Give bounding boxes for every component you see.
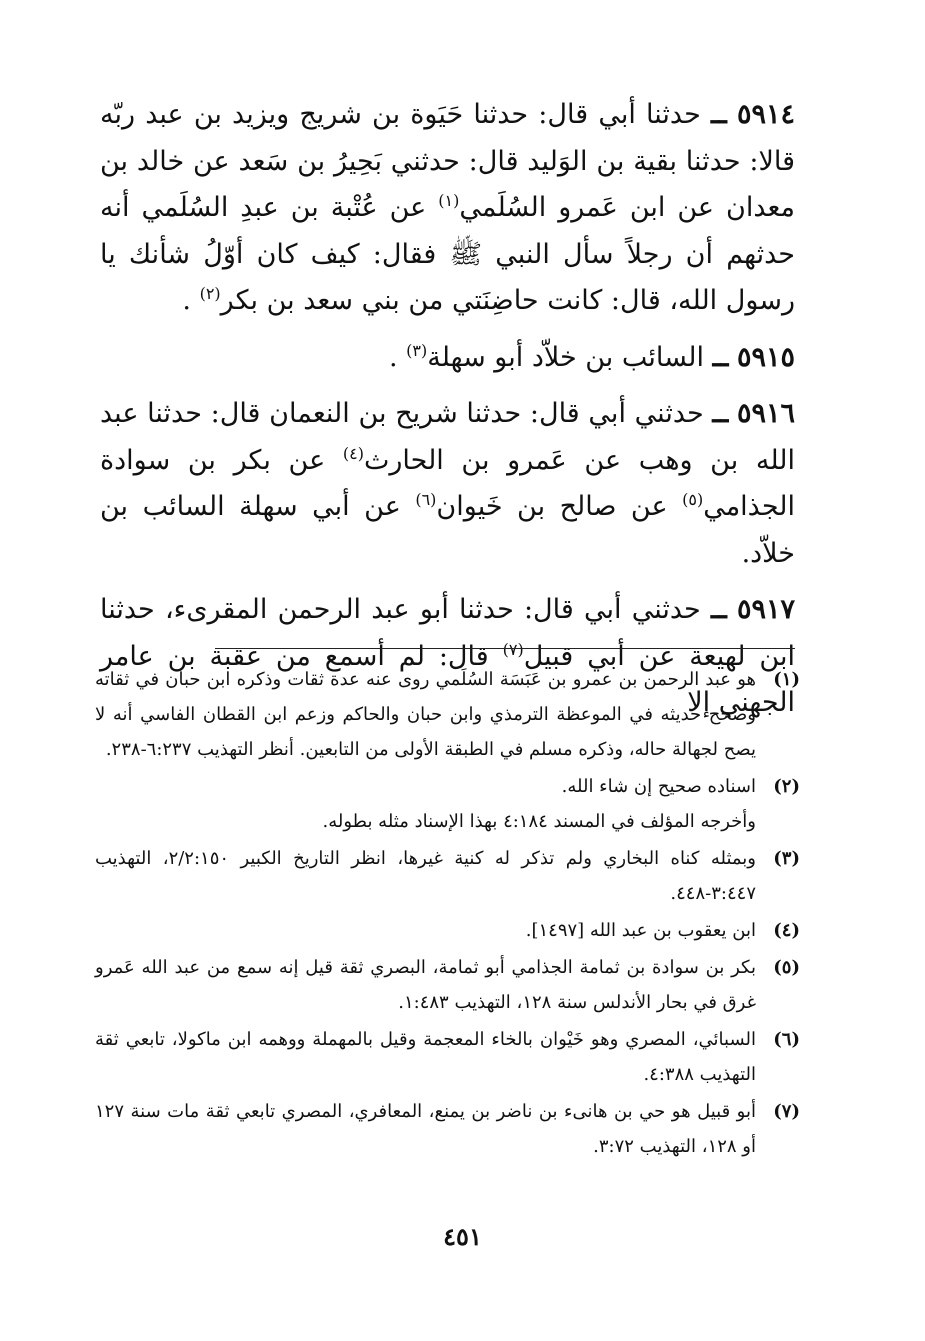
hadith-text: قال: لم أسمع من عقبة بن عامر الجهني إلا — [100, 640, 795, 718]
main-text — [100, 92, 795, 737]
hadith-text: عن أبي سهلة السائب بن خلاّد. — [100, 491, 795, 569]
page-number: ٤٥١ — [443, 1222, 482, 1251]
footnote-2 — [95, 769, 800, 839]
footnote-label: (٤) — [773, 920, 800, 941]
footnote-text: بكر بن سوادة بن ثمامة الجذامي أبو ثمامة، البصري ثقة قيل إنه سمع من عبد الله عَمرو غرق في بحار الأندلس سنة ١٢٨، التهذيب ١:٤٨٣. — [95, 957, 756, 1013]
footnote-label: (٢) — [773, 776, 800, 797]
hadith-text: السائب بن خلاّد أبو سهلة — [427, 341, 704, 373]
footnote-1 — [95, 662, 800, 767]
footnote-6 — [95, 1022, 800, 1092]
footnote-text: أبو قبيل هو حي بن هانىء بن ناضر بن يمنع، المعافري، المصري تابعي ثقة مات سنة ١٢٧ أو ١٢٨، التهذيب ٣:٧٢. — [95, 1101, 756, 1157]
hadith-number: ٥٩١٦ — [736, 398, 795, 429]
footnote-ref[interactable]: (٣) — [406, 340, 428, 360]
hadith-text: حدثني أبي قال: حدثنا أبو عبد الرحمن المقرىء، حدثنا ابن لهيعة عن أبي قبيل — [100, 594, 795, 672]
hadith-text: عن صالح بن خَيوان — [436, 491, 668, 522]
footnote-5 — [95, 950, 800, 1020]
hadith-text: حدثنا أبي قال: حدثنا حَيَوة بن شريج ويزيد بن عبد ربّه قالا: حدثنا بقية بن الوَليد قال: حدثني بَحِيرُ بن سَعد عن خالد بن معدان عن ابن عَمرو السُلَمي — [100, 99, 795, 223]
footnote-ref[interactable]: (٥) — [682, 490, 704, 509]
hadith-5915 — [100, 335, 795, 382]
footnote-label: (٦) — [773, 1029, 800, 1050]
footnote-ref[interactable]: (١) — [438, 191, 460, 210]
footnote-ref[interactable]: (٧) — [502, 639, 524, 659]
footnote-label: (٥) — [773, 957, 800, 978]
footnote-3 — [95, 841, 800, 911]
footnote-separator — [215, 648, 795, 649]
footnote-text: وأخرجه المؤلف في المسند ٤:١٨٤ بهذا الإسناد مثله بطوله. — [322, 811, 756, 832]
footnote-text: السبائي، المصري وهو خَيْوان بالخاء المعجمة وقيل بالمهملة ووهمه ابن ماكولا، تابعي ثقة التهذيب ٤:٣٨٨. — [95, 1029, 756, 1085]
footnote-label: (٣) — [773, 848, 800, 869]
footnote-text: ابن يعقوب بن عبد الله [١٤٩٧]. — [525, 920, 756, 941]
footnote-4 — [95, 913, 800, 948]
dash: ــ — [712, 341, 729, 373]
hadith-5916 — [100, 391, 795, 577]
footnote-ref[interactable]: (٢) — [199, 284, 221, 303]
hadith-text: عن بكر بن سوادة الجذامي — [100, 444, 796, 522]
footnote-text: اسناده صحيح إن شاء الله. — [561, 776, 756, 797]
hadith-end: . — [388, 341, 398, 373]
dash: ــ — [710, 99, 727, 130]
hadith-end: . — [182, 285, 191, 316]
hadith-number: ٥٩١٤ — [736, 99, 795, 130]
footnote-text: هو عبد الرحمن بن عمرو بن عَبَسَة السُلَمي روى عنه عدة ثقات وذكره ابن حبان في ثقاته وصحح حديثه في الموعظة الترمذي وابن حبان والحاكم وزعم ابن القطان الفاسي أنه لا يصح لجهالة حاله، وذكره مسلم في الطبقة الأولى من التابعين. أنظر التهذيب ٦:٢٣٧-٢٣٨. — [95, 669, 756, 760]
dash: ــ — [712, 398, 729, 429]
hadith-number: ٥٩١٧ — [736, 594, 795, 625]
hadith-5914 — [100, 92, 795, 325]
footnote-label: (٧) — [773, 1101, 800, 1122]
hadith-text: حدثني أبي قال: حدثنا شريح بن النعمان قال: حدثنا عبد الله بن وهب عن عَمرو بن الحارث — [100, 398, 795, 476]
footnote-text-block — [95, 769, 756, 839]
footnotes — [95, 662, 800, 1166]
hadith-text: عن عُتْبة بن عبدِ السُلَمي أنه حدثهم أن رجلاً سأل النبي ﷺ فقال: كيف كان أوّلُ شأنك يا رسول الله، قال: كانت حاضِنَتي من بني سعد بن بكر — [100, 192, 795, 316]
footnote-7 — [95, 1094, 800, 1164]
dash: ــ — [710, 594, 727, 625]
footnote-text: وبمثله كناه البخاري ولم تذكر له كنية غيرها، انظر التاريخ الكبير ٢/٢:١٥٠، التهذيب ٣:٤٤٧-٤٤٨. — [95, 848, 756, 904]
hadith-number: ٥٩١٥ — [736, 341, 795, 373]
footnote-label: (١) — [773, 669, 800, 690]
footnote-ref[interactable]: (٤) — [342, 443, 364, 463]
footnote-ref[interactable]: (٦) — [415, 490, 437, 509]
